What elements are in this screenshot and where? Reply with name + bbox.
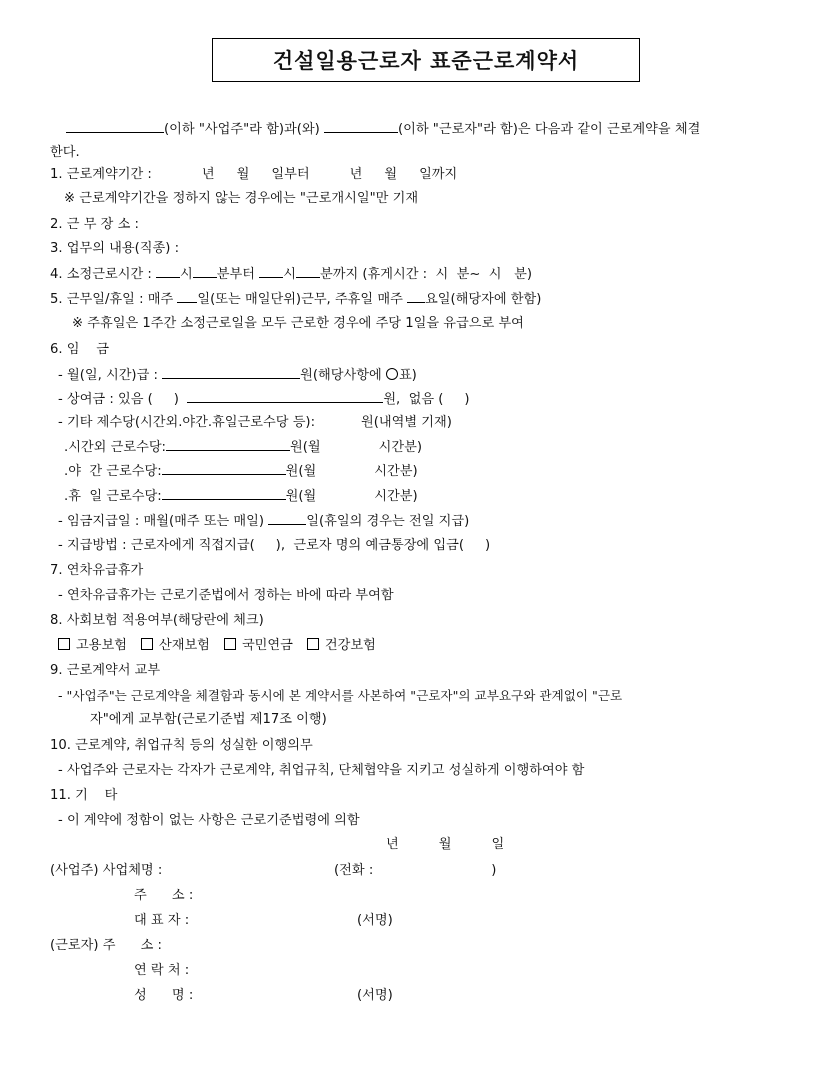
end-hour-blank[interactable] bbox=[259, 265, 283, 278]
section-6: 6. 임 금 bbox=[50, 342, 110, 357]
employer-address: 주 소 : bbox=[134, 888, 194, 903]
section-10: 10. 근로계약, 취업규칙 등의 성실한 이행의무 bbox=[50, 738, 313, 753]
overtime-blank[interactable] bbox=[166, 438, 290, 451]
section-8: 8. 사회보험 적용여부(해당란에 체크) bbox=[50, 613, 264, 628]
employer-representative: 대 표 자 : bbox=[134, 913, 190, 928]
overtime-line: .시간외 근로수당: 원(월 시간분) bbox=[64, 440, 423, 455]
insurance-option[interactable]: 고용보험 bbox=[58, 638, 127, 653]
worker-blank[interactable] bbox=[324, 120, 398, 133]
worker-address-line: (근로자) 주 소 : bbox=[50, 938, 162, 953]
document-title: 건설일용근로자 표준근로계약서 bbox=[212, 38, 640, 82]
section-9-text-1: - "사업주"는 근로계약을 체결함과 동시에 본 계약서를 사본하여 "근로자"의 교부요구와 관계없이 "근로 bbox=[58, 688, 623, 703]
insurance-option[interactable]: 산재보험 bbox=[141, 638, 210, 653]
pay-method-line: - 지급방법 : 근로자에게 직접지급( ), 근로자 명의 예금통장에 입금( ) bbox=[58, 538, 491, 553]
other-allowance-line: - 기타 제수당(시간외.야간.휴일근로수당 등): 원(내역별 기재) bbox=[58, 415, 452, 430]
checkbox-icon[interactable] bbox=[141, 638, 153, 650]
section-11: 11. 기 타 bbox=[50, 788, 118, 803]
section-9-text-2: 자"에게 교부함(근로기준법 제17조 이행) bbox=[90, 712, 327, 727]
bonus-line: - 상여금 : 있음 ( ) 원, 없음 ( ) bbox=[58, 392, 470, 407]
employer-biz-line: (사업주) 사업체명 : bbox=[50, 863, 163, 878]
workdays-blank[interactable] bbox=[177, 290, 197, 303]
holiday-blank[interactable] bbox=[162, 487, 286, 500]
insurance-option[interactable]: 건강보험 bbox=[307, 638, 376, 653]
circle-mark-icon bbox=[386, 368, 398, 380]
end-min-blank[interactable] bbox=[296, 265, 320, 278]
section-11-text: - 이 계약에 정함이 없는 사항은 근로기준법령에 의함 bbox=[58, 813, 360, 828]
employer-signature: (서명) bbox=[357, 913, 393, 928]
bonus-blank[interactable] bbox=[187, 390, 383, 403]
worker-name: 성 명 : bbox=[134, 988, 194, 1003]
section-4: 4. 소정근로시간 : 시 분부터 시 분까지 (휴게시간 : 시 분~ 시 분) bbox=[50, 267, 532, 282]
section-9: 9. 근로계약서 교부 bbox=[50, 663, 161, 678]
section-3: 3. 업무의 내용(직종) : bbox=[50, 241, 180, 256]
section-5: 5. 근무일/휴일 : 매주 일(또는 매일단위)근무, 주휴일 매주 요일(해당자에 한함) bbox=[50, 292, 542, 307]
employer-blank[interactable] bbox=[66, 120, 164, 133]
checkbox-icon[interactable] bbox=[224, 638, 236, 650]
section-7: 7. 연차유급휴가 bbox=[50, 563, 144, 578]
weekly-holiday-blank[interactable] bbox=[407, 290, 425, 303]
start-hour-blank[interactable] bbox=[156, 265, 180, 278]
worker-contact: 연 락 처 : bbox=[134, 963, 190, 978]
checkbox-icon[interactable] bbox=[307, 638, 319, 650]
holiday-line: .휴 일 근로수당: 원(월 시간분) bbox=[64, 489, 418, 504]
contract-date: 년 월 일 bbox=[386, 837, 505, 852]
payday-blank[interactable] bbox=[268, 512, 306, 525]
wage-line: - 월(일, 시간)급 : 원(해당사항에 표) bbox=[58, 368, 417, 383]
section-5-note: ※ 주휴일은 1주간 소정근로일을 모두 근로한 경우에 주당 1일을 유급으로 부여 bbox=[72, 316, 524, 331]
insurance-option[interactable]: 국민연금 bbox=[224, 638, 293, 653]
employer-phone: (전화 : ) bbox=[334, 863, 497, 878]
payday-line: - 임금지급일 : 매월(매주 또는 매일) 일(휴일의 경우는 전일 지급) bbox=[58, 514, 470, 529]
intro-line-2: 한다. bbox=[50, 145, 80, 160]
start-min-blank[interactable] bbox=[193, 265, 217, 278]
section-10-text: - 사업주와 근로자는 각자가 근로계약, 취업규칙, 단체협약을 지키고 성실하게 이행하여야 함 bbox=[58, 763, 585, 778]
checkbox-icon[interactable] bbox=[58, 638, 70, 650]
worker-signature: (서명) bbox=[357, 988, 393, 1003]
insurance-options bbox=[58, 637, 376, 655]
night-blank[interactable] bbox=[162, 462, 286, 475]
section-1: 1. 근로계약기간 : 년 월 일부터 년 월 일까지 bbox=[50, 167, 458, 182]
wage-blank[interactable] bbox=[162, 366, 300, 379]
section-1-note: ※ 근로계약기간을 정하지 않는 경우에는 "근로개시일"만 기재 bbox=[64, 191, 419, 206]
intro-line: (이하 "사업주"라 함)과(와) (이하 "근로자"라 함)은 다음과 같이 근로계약을 체결 bbox=[66, 120, 700, 139]
section-2: 2. 근 무 장 소 : bbox=[50, 217, 139, 232]
night-line: .야 간 근로수당: 원(월 시간분) bbox=[64, 464, 418, 479]
section-7-text: - 연차유급휴가는 근로기준법에서 정하는 바에 따라 부여함 bbox=[58, 588, 394, 603]
